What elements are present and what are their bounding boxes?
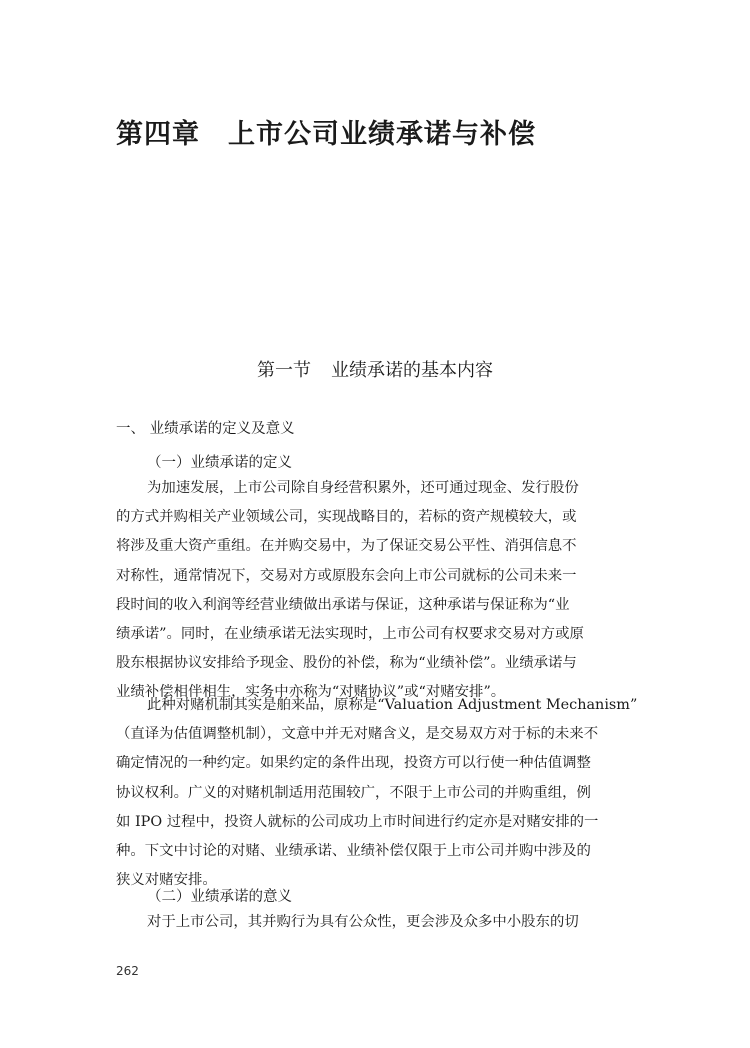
paragraph-line: 为加速发展，上市公司除自身经营积累外，还可通过现金、发行股份 [147, 480, 579, 496]
section-number: 第一节 [257, 360, 311, 381]
paragraph-line: 狭义对赌安排。 [116, 872, 217, 889]
paragraph-line: （直译为估值调整机制），文意中并无对赌含义，是交易双方对于标的未来不 [116, 726, 599, 743]
paragraph-line: 将涉及重大资产重组。在并购交易中，为了保证交易公平性、消弭信息不 [116, 538, 577, 555]
paragraph-line: 确定情况的一种约定。如果约定的条件出现，投资方可以行使一种估值调整 [116, 755, 591, 772]
subheading-definition: （一）业绩承诺的定义 [147, 455, 292, 471]
paragraph-line: 段时间的收入利润等经营业绩做出承诺与保证，这种承诺与保证称为“业 [116, 596, 570, 613]
paragraph-line: 股东根据协议安排给予现金、股份的补偿，称为“业绩补偿”。业绩承诺与 [116, 655, 577, 672]
chapter-number: 第四章 [116, 119, 200, 150]
paragraph-line: 绩承诺”。同时，在业绩承诺无法实现时，上市公司有权要求交易对方或原 [116, 626, 584, 643]
chapter-title [116, 112, 536, 151]
section-name: 业绩承诺的基本内容 [331, 360, 493, 381]
paragraph-line: 此种对赌机制其实是舶来品，原称是“Valuation Adjustment Mechanism” [147, 697, 638, 713]
paragraph-line: 业绩补偿相伴相生，实务中亦称为“对赌协议”或“对赌安排”。 [116, 684, 506, 701]
paragraph-definition [116, 474, 636, 708]
paragraph-line: 协议权利。广义的对赌机制适用范围较广，不限于上市公司的并购重组，例 [116, 784, 591, 801]
paragraph-line: 对称性，通常情况下，交易对方或原股东会向上市公司就标的公司未来一 [116, 567, 577, 584]
paragraph-significance [116, 908, 636, 937]
section-title [0, 356, 750, 382]
subheading-significance: （二）业绩承诺的意义 [147, 889, 292, 905]
chapter-name: 上市公司业绩承诺与补偿 [228, 119, 536, 150]
paragraph-line: 种。下文中讨论的对赌、业绩承诺、业绩补偿仅限于上市公司并购中涉及的 [116, 843, 591, 860]
paragraph-line: 对于上市公司，其并购行为具有公众性，更会涉及众多中小股东的切 [147, 914, 579, 930]
paragraph-vam [116, 691, 636, 895]
paragraph-line: 的方式并购相关产业领域公司，实现战略目的，若标的资产规模较大，或 [116, 509, 577, 526]
paragraph-line: 如 IPO 过程中，投资人就标的公司成功上市时间进行约定亦是对赌安排的一 [116, 813, 599, 830]
page-number: 262 [116, 964, 139, 978]
heading-definition-and-significance: 一、 业绩承诺的定义及意义 [116, 421, 295, 437]
